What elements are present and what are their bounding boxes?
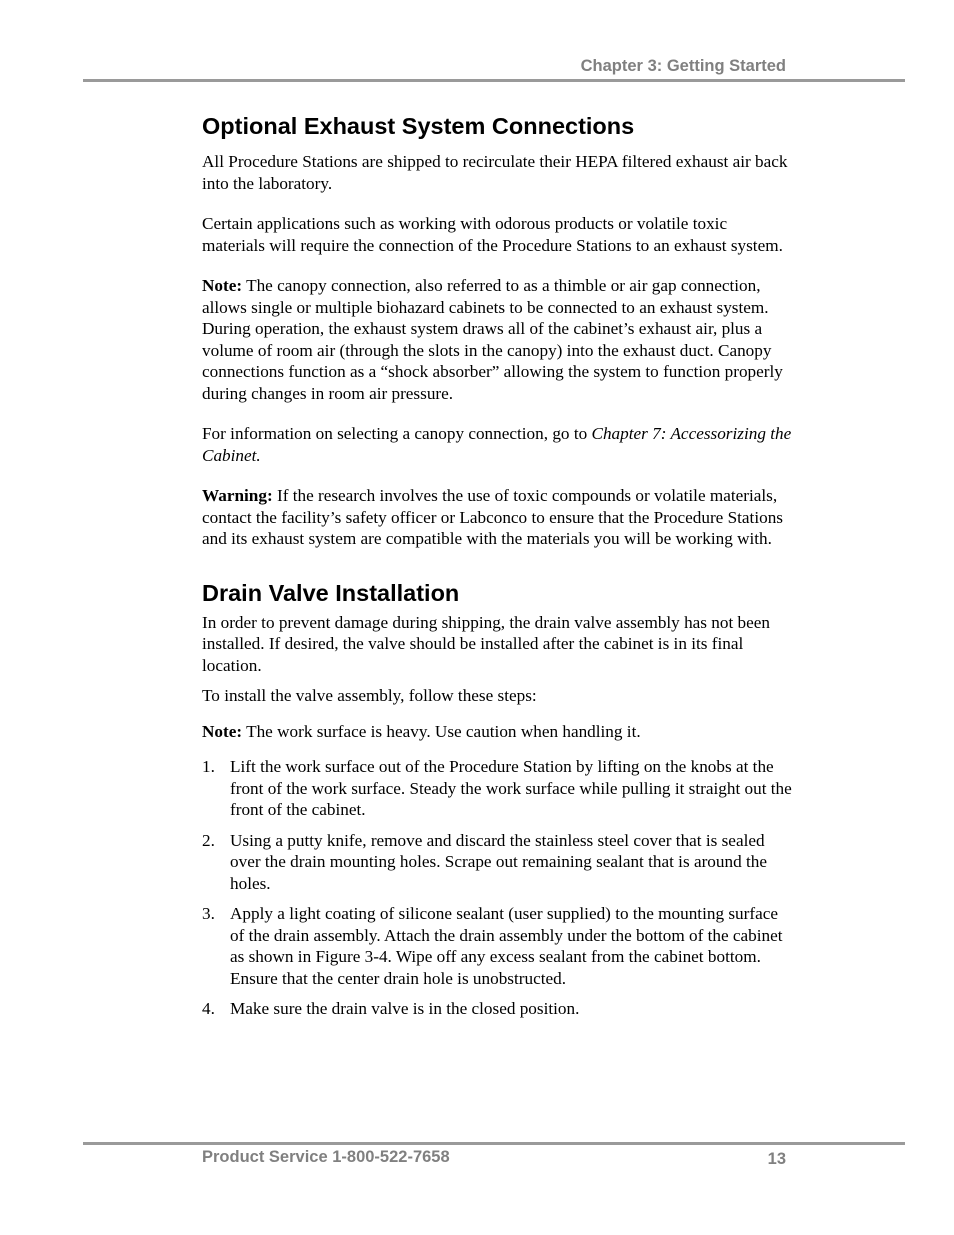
note-work-surface xyxy=(202,721,792,743)
footer-rule xyxy=(83,1142,905,1145)
step-number: 4. xyxy=(202,999,215,1018)
list-item xyxy=(202,998,792,1020)
step-text: Make sure the drain valve is in the closed position. xyxy=(230,999,580,1018)
running-header: Chapter 3: Getting Started xyxy=(580,57,786,75)
list-item xyxy=(202,756,792,821)
warning-text: If the research involves the use of toxic compounds or volatile materials, contact the facility’s safety officer or Labconco to ensure that the Procedure Stations and its exhaust system are compatible with the materials you will be working with. xyxy=(202,486,783,548)
list-item xyxy=(202,830,792,895)
info-text: For information on selecting a canopy connection, go to xyxy=(202,424,592,443)
footer-service-phone: Product Service 1-800-522-7658 xyxy=(202,1148,450,1166)
header-rule xyxy=(83,79,905,82)
list-item xyxy=(202,903,792,989)
page-body xyxy=(202,111,792,1029)
steps-list xyxy=(202,756,792,1020)
step-number: 2. xyxy=(202,830,215,850)
page-number: 13 xyxy=(767,1150,786,1168)
step-text: Lift the work surface out of the Procedure Station by lifting on the knobs at the front of the work surface. Steady the work surface while pulling it straight out the front of the cabinet. xyxy=(230,757,792,819)
section-title-exhaust: Optional Exhaust System Connections xyxy=(202,113,635,139)
paragraph-applications: Certain applications such as working with odorous products or volatile toxic materials will require the connection of the Procedure Stations to an exhaust system. xyxy=(202,214,783,255)
note-text: The canopy connection, also referred to as a thimble or air gap connection, allows single or multiple biohazard cabinets to be connected to an exhaust system. During operation, the exhaust system draws all of the cabinet’s exhaust air, plus a volume of room air (through the slots in the canopy) into the exhaust duct. Canopy connections function as a “shock absorber” allowing the system to function properly during changes in room air pressure. xyxy=(202,276,783,403)
step-number: 3. xyxy=(202,904,215,923)
note-canopy xyxy=(202,275,792,404)
warning-paragraph xyxy=(202,485,792,550)
step-number: 1. xyxy=(202,757,215,776)
paragraph-recirculate: All Procedure Stations are shipped to recirculate their HEPA filtered exhaust air back into the laboratory. xyxy=(202,152,788,193)
section-title-drain: Drain Valve Installation xyxy=(202,579,460,606)
chapter-reference: Chapter 7: Accessorizing the Cabinet. xyxy=(202,424,792,465)
paragraph-shipping: In order to prevent damage during shipping, the drain valve assembly has not been installed. If desired, the valve should be installed after the cabinet is in its final location. xyxy=(202,612,770,675)
warning-label: Warning: xyxy=(202,486,273,505)
note-text: The work surface is heavy. Use caution when handling it. xyxy=(242,721,641,741)
note-label: Note: xyxy=(202,276,243,295)
paragraph-info xyxy=(202,423,792,466)
paragraph-steps-intro: To install the valve assembly, follow these steps: xyxy=(202,686,537,705)
step-text: Using a putty knife, remove and discard the stainless steel cover that is sealed over the drain mounting holes. Scrape out remaining sealant that is around the holes. xyxy=(230,830,767,893)
note-label: Note: xyxy=(202,721,243,741)
step-text: Apply a light coating of silicone sealant (user supplied) to the mounting surface of the drain assembly. Attach the drain assembly under the bottom of the cabinet as shown in Figure 3-4. Wipe off any excess sealant from the cabinet bottom. Ensure that the center drain hole is unobstructed. xyxy=(230,904,783,988)
